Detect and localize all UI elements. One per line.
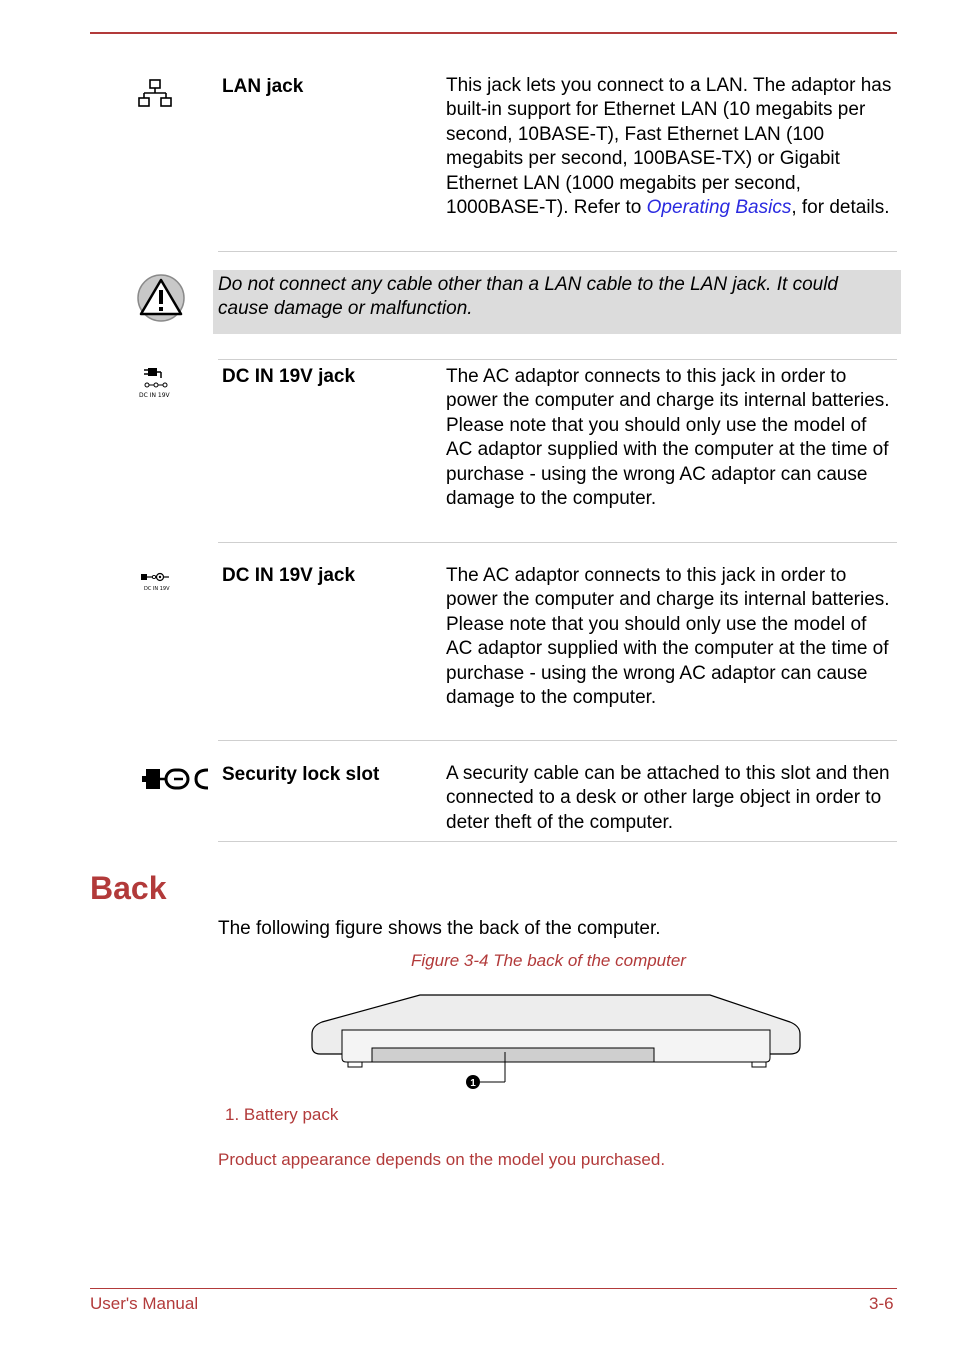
row-divider (218, 740, 897, 741)
battery-pack (372, 1048, 654, 1062)
dc-in-alt-icon-label: DC IN 19V (144, 586, 170, 592)
section-intro: The following figure shows the back of the computer. (218, 918, 661, 939)
dc-in-alt-term: DC IN 19V jack (222, 565, 356, 586)
row-divider (218, 841, 897, 842)
appearance-note: Product appearance depends on the model you purchased. (218, 1150, 666, 1169)
network-icon (138, 78, 172, 110)
footer-rule (90, 1288, 897, 1289)
figure-caption: Figure 3-4 The back of the computer (411, 951, 686, 970)
lan-jack-term: LAN jack (222, 76, 304, 97)
security-lock-term: Security lock slot (222, 764, 380, 785)
header-rule (90, 32, 897, 34)
dc-in-icon-label: DC IN 19V (139, 392, 170, 399)
operating-basics-link[interactable]: Operating Basics (646, 197, 792, 219)
row-divider (218, 251, 897, 252)
figure-legend: 1. Battery pack (225, 1105, 339, 1124)
dc-in-description: The AC adaptor connects to this jack in order to power the computer and charge its internal batteries. Please note that you should only use the model of AC adaptor supplied with the computer at the time of purchase - using the wrong AC adaptor can cause damage to the computer. (446, 366, 890, 510)
page-number: 3-6 (869, 1294, 894, 1313)
dc-in-alt-description: The AC adaptor connects to this jack in order to power the computer and charge its internal batteries. Please note that you should only use the model of AC adaptor supplied with the computer at the time of purchase - using the wrong AC adaptor can cause damage to the computer. (446, 565, 890, 709)
warning-box (213, 270, 901, 334)
warning-text: Do not connect any cable other than a LAN cable to the LAN jack. It could cause damage or malfunction. (218, 274, 838, 320)
security-lock-description: A security cable can be attached to this slot and then connected to a desk or other large object in order to deter theft of the computer. (446, 763, 890, 833)
dc-in-alt-icon (138, 572, 178, 594)
security-lock-icon (141, 766, 211, 792)
row-divider (218, 359, 897, 360)
dc-in-icon (138, 366, 178, 400)
dc-in-term: DC IN 19V jack (222, 366, 356, 387)
section-heading: Back (90, 870, 167, 906)
warning-icon (136, 273, 186, 323)
row-divider (218, 542, 897, 543)
callout-number: 1 (470, 1078, 476, 1089)
footer-title: User's Manual (90, 1294, 199, 1313)
lan-jack-description: This jack lets you connect to a LAN. The adaptor has built-in support for Ethernet LAN (10 megabits per second, 10BASE-T), Fast Ethernet LAN (100 megabits per second, 100BASE-TX) or Gigabit Ethernet LAN (1000 megabits per second, 1000BASE-T). Refer to Operating Basics, for details. (446, 75, 892, 219)
computer-back-figure (300, 990, 810, 1090)
